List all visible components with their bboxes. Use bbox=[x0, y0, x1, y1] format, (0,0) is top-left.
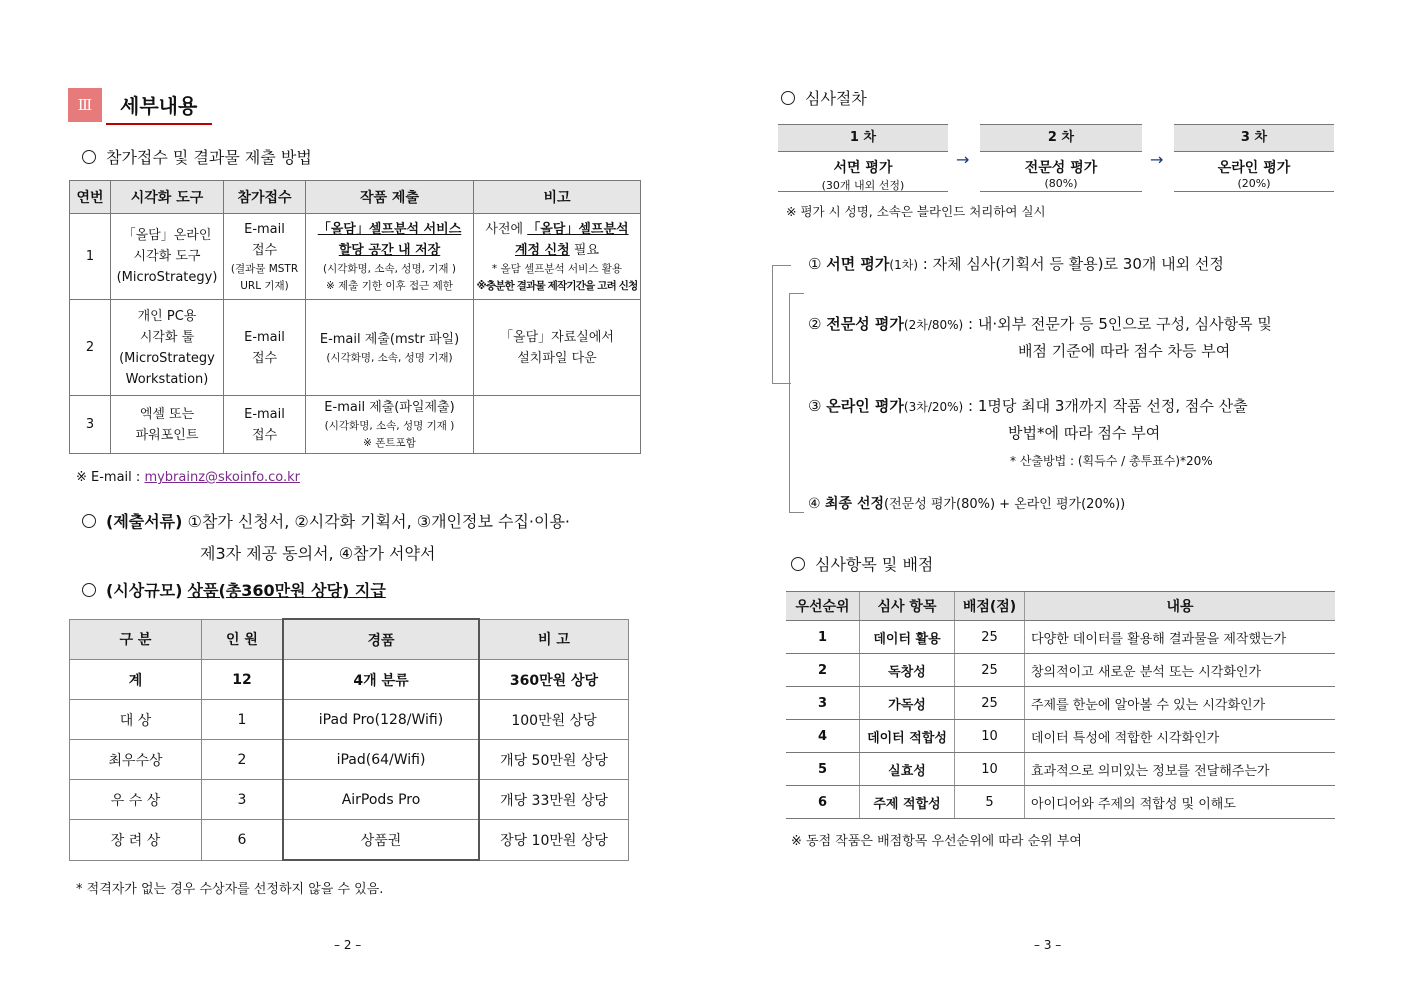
circle-bullet-icon bbox=[82, 150, 96, 164]
stage-box-3 bbox=[1174, 124, 1334, 192]
table-header: 경품 bbox=[283, 619, 479, 660]
reg-line: 접수 bbox=[251, 242, 278, 258]
table-header: 구 분 bbox=[70, 619, 202, 660]
table-row bbox=[786, 720, 1335, 753]
table-cell: 효과적으로 의미있는 정보를 전달해주는가 bbox=[1025, 753, 1336, 786]
table-row bbox=[70, 820, 629, 861]
table-cell: 4개 분류 bbox=[283, 660, 479, 700]
table-cell: 다양한 데이터를 활용해 결과물을 제작했는가 bbox=[1025, 621, 1336, 654]
table-header: 배점(점) bbox=[955, 592, 1025, 621]
bullet-text: 심사항목 및 배점 bbox=[815, 555, 934, 574]
tool-line: Workstation) bbox=[125, 371, 209, 387]
table-cell: 5 bbox=[786, 753, 860, 786]
arrow-right-icon: → bbox=[956, 150, 970, 169]
submission-cell bbox=[306, 214, 474, 300]
submission-line: 할당 공간 내 저장 bbox=[338, 242, 441, 258]
table-row bbox=[70, 780, 629, 820]
section-title: 세부내용 bbox=[120, 94, 198, 118]
table-cell: 3 bbox=[786, 687, 860, 720]
step-text: : 1명당 최대 3개까지 작품 선정, 점수 산출 bbox=[963, 397, 1248, 415]
table-cell: 개당 33만원 상당 bbox=[479, 780, 629, 820]
table-header-row bbox=[70, 619, 629, 660]
table-cell: 100만원 상당 bbox=[479, 700, 629, 740]
note-text: 사전에 bbox=[485, 221, 528, 237]
table-cell: 1 bbox=[202, 700, 284, 740]
step-number: ① bbox=[808, 255, 822, 273]
reg-line: E-mail bbox=[244, 329, 285, 345]
table-cell: 가독성 bbox=[860, 687, 955, 720]
bracket-line bbox=[789, 293, 804, 513]
table-cell: 1 bbox=[786, 621, 860, 654]
submission-line: E-mail 제출(파일제출) bbox=[324, 400, 455, 415]
table-cell: iPad(64/Wifi) bbox=[283, 740, 479, 780]
step-number: ④ bbox=[808, 496, 821, 512]
table-row bbox=[786, 687, 1335, 720]
stage-box-1 bbox=[778, 124, 948, 192]
table-cell: 25 bbox=[955, 687, 1025, 720]
stage-name: 온라인 평가 bbox=[1217, 160, 1291, 176]
page-number: – 3 – bbox=[1034, 938, 1062, 952]
bullet-review-process bbox=[781, 86, 867, 109]
table-cell: 5 bbox=[955, 786, 1025, 819]
submission-line: ※ 폰트포함 bbox=[363, 437, 416, 449]
bullet-review-items bbox=[791, 552, 933, 575]
tool-line: (MicroStrategy) bbox=[116, 270, 218, 285]
table-header: 비고 bbox=[474, 181, 641, 214]
submission-line: 「올담」셀프분석 서비스 bbox=[317, 221, 462, 237]
table-row bbox=[786, 786, 1335, 819]
table-cell: 장 려 상 bbox=[70, 820, 202, 861]
table-header: 연번 bbox=[70, 181, 111, 214]
bullet-submission-method bbox=[82, 145, 312, 168]
reg-line: 접수 bbox=[251, 350, 278, 366]
blind-note: ※ 평가 시 성명, 소속은 블라인드 처리하여 실시 bbox=[786, 204, 1046, 219]
stage-box-2 bbox=[980, 124, 1142, 192]
section-number-badge: Ⅲ bbox=[68, 88, 102, 122]
table-row bbox=[786, 621, 1335, 654]
table-cell: 6 bbox=[202, 820, 284, 861]
bullet-prizes bbox=[82, 578, 386, 601]
table-cell: 데이터 활용 bbox=[860, 621, 955, 654]
table-cell: 25 bbox=[955, 654, 1025, 687]
step-text: : 자체 심사(기획서 등 활용)로 30개 내외 선정 bbox=[918, 255, 1224, 273]
note-text: ※충분한 결과물 제작기간을 고려 신청 bbox=[476, 279, 638, 292]
prize-text: 상품(총360만원 상당) 지급 bbox=[187, 581, 386, 600]
table-cell: 대 상 bbox=[70, 700, 202, 740]
stage-name: 서면 평가 bbox=[833, 160, 893, 176]
circle-bullet-icon bbox=[82, 583, 96, 597]
circle-bullet-icon bbox=[791, 557, 805, 571]
table-header: 시각화 도구 bbox=[111, 181, 224, 214]
table-cell: 3 bbox=[202, 780, 284, 820]
bullet-documents bbox=[82, 506, 570, 570]
page-number: – 2 – bbox=[334, 938, 362, 952]
table-cell: 2 bbox=[202, 740, 284, 780]
table-header-row bbox=[70, 181, 641, 214]
submission-cell bbox=[306, 300, 474, 396]
documents-text: ①참가 신청서, ②시각화 기획서, ③개인정보 수집·이용· bbox=[182, 512, 571, 531]
stage-detail: (80%) bbox=[1044, 177, 1078, 190]
table-header: 우선순위 bbox=[786, 592, 860, 621]
step-sub: (2차/80%) bbox=[903, 318, 964, 332]
step-1 bbox=[808, 251, 1224, 278]
bullet-text: 참가접수 및 결과물 제출 방법 bbox=[106, 148, 312, 167]
prize-label: (시상규모) bbox=[106, 581, 183, 600]
step-3 bbox=[808, 393, 1248, 446]
prize-footnote: * 적격자가 없는 경우 수상자를 선정하지 않을 수 있음. bbox=[76, 882, 384, 897]
table-header: 인 원 bbox=[202, 619, 284, 660]
step-text: (전문성 평가(80%) + 온라인 평가(20%)) bbox=[884, 497, 1126, 512]
table-row bbox=[786, 654, 1335, 687]
table-cell: 우 수 상 bbox=[70, 780, 202, 820]
step-4 bbox=[808, 491, 1125, 518]
stage-name: 전문성 평가 bbox=[1024, 160, 1098, 176]
table-cell: 주제를 한눈에 알아볼 수 있는 시각화인가 bbox=[1025, 687, 1336, 720]
table-row bbox=[70, 660, 629, 700]
table-cell: 독창성 bbox=[860, 654, 955, 687]
section-underline bbox=[106, 123, 212, 125]
note-cell bbox=[474, 300, 641, 396]
table-row bbox=[70, 214, 641, 300]
step-text: 배점 기준에 따라 점수 차등 부여 bbox=[1018, 342, 1231, 360]
table-cell: 계 bbox=[70, 660, 202, 700]
circle-bullet-icon bbox=[781, 91, 795, 105]
table-cell: 최우수상 bbox=[70, 740, 202, 780]
stage-step: 3 차 bbox=[1174, 125, 1334, 152]
note-text: * 올담 셀프분석 서비스 활용 bbox=[491, 262, 623, 275]
documents-label: (제출서류) bbox=[106, 512, 183, 531]
table-header: 내용 bbox=[1025, 592, 1336, 621]
table-cell: 4 bbox=[786, 720, 860, 753]
tool-cell bbox=[111, 300, 224, 396]
note-text: 계정 신청 bbox=[514, 242, 570, 258]
tool-line: 시각화 툴 bbox=[139, 329, 195, 345]
tool-line: 시각화 도구 bbox=[133, 249, 201, 264]
note-text: 「올담」셀프분석 bbox=[527, 221, 629, 237]
submission-line: ※ 제출 기한 이후 접근 제한 bbox=[326, 279, 453, 292]
table-cell: 2 bbox=[786, 654, 860, 687]
table-header: 비 고 bbox=[479, 619, 629, 660]
step-text: : 내·외부 전문가 등 5인으로 구성, 심사항목 및 bbox=[963, 315, 1272, 333]
table-cell: iPad Pro(128/Wifi) bbox=[283, 700, 479, 740]
table-cell: 데이터 특성에 적합한 시각화인가 bbox=[1025, 720, 1336, 753]
step-2 bbox=[808, 311, 1272, 364]
table-header: 작품 제출 bbox=[306, 181, 474, 214]
table-header-row bbox=[786, 592, 1335, 621]
tool-cell bbox=[111, 396, 224, 454]
circle-bullet-icon bbox=[82, 514, 96, 528]
step-text: 방법*에 따라 점수 부여 bbox=[1008, 424, 1161, 442]
table-row bbox=[786, 753, 1335, 786]
review-criteria-table bbox=[786, 591, 1335, 819]
tool-line: (MicroStrategy bbox=[119, 350, 215, 366]
stage-step: 1 차 bbox=[778, 125, 948, 152]
tool-cell bbox=[111, 214, 224, 300]
reg-line: 접수 bbox=[251, 427, 278, 443]
table-cell: 25 bbox=[955, 621, 1025, 654]
table-row bbox=[70, 740, 629, 780]
submission-cell bbox=[306, 396, 474, 454]
tool-line: 개인 PC용 bbox=[137, 308, 197, 324]
step-title: 서면 평가 bbox=[826, 255, 890, 273]
email-link[interactable]: mybrainz@skoinfo.co.kr bbox=[144, 470, 300, 485]
stage-step: 2 차 bbox=[980, 125, 1142, 152]
table-cell: 360만원 상당 bbox=[479, 660, 629, 700]
score-formula: * 산출방법 : (획득수 / 총투표수)*20% bbox=[1010, 454, 1213, 468]
reg-line: E-mail bbox=[244, 406, 285, 422]
note-cell bbox=[474, 396, 641, 454]
row-number: 1 bbox=[70, 214, 111, 300]
table-cell: 12 bbox=[202, 660, 284, 700]
stage-detail: (30개 내외 선정) bbox=[821, 179, 905, 192]
step-sub: (3차/20%) bbox=[903, 400, 964, 414]
table-row bbox=[70, 300, 641, 396]
reg-line: E-mail bbox=[244, 221, 285, 237]
prize-table bbox=[69, 618, 629, 861]
table-cell: 실효성 bbox=[860, 753, 955, 786]
tool-line: 「올담」온라인 bbox=[122, 228, 212, 243]
step-title: 최종 선정 bbox=[825, 496, 884, 512]
step-title: 전문성 평가 bbox=[826, 315, 904, 333]
table-cell: 10 bbox=[955, 720, 1025, 753]
step-sub: (1차) bbox=[889, 258, 919, 272]
stage-detail: (20%) bbox=[1237, 177, 1271, 190]
table-cell: 개당 50만원 상당 bbox=[479, 740, 629, 780]
row-number: 3 bbox=[70, 396, 111, 454]
note-text: 설치파일 다운 bbox=[517, 350, 597, 366]
table-header: 참가접수 bbox=[224, 181, 306, 214]
step-number: ③ bbox=[808, 397, 822, 415]
submission-line: E-mail 제출(mstr 파일) bbox=[319, 331, 460, 347]
table-cell: 아이디어와 주제의 적합성 및 이해도 bbox=[1025, 786, 1336, 819]
note-text: 「올담」자료실에서 bbox=[500, 329, 614, 345]
table-cell: 주제 적합성 bbox=[860, 786, 955, 819]
reg-line: (결과물 MSTR bbox=[230, 262, 299, 275]
submission-table bbox=[69, 180, 641, 454]
tool-line: 파워포인트 bbox=[135, 427, 199, 443]
tool-line: 엑셀 또는 bbox=[139, 406, 195, 422]
email-label: ※ E-mail : bbox=[76, 470, 145, 485]
submission-line: (시각화명, 소속, 성명 기재 ) bbox=[324, 420, 455, 432]
table-cell: 장당 10만원 상당 bbox=[479, 820, 629, 861]
reg-line: URL 기재) bbox=[240, 279, 289, 292]
documents-text: 제3자 제공 동의서, ④참가 서약서 bbox=[200, 544, 436, 563]
note-cell bbox=[474, 214, 641, 300]
table-cell: AirPods Pro bbox=[283, 780, 479, 820]
table-row bbox=[70, 700, 629, 740]
step-title: 온라인 평가 bbox=[826, 397, 904, 415]
submission-line: (시각화명, 소속, 성명 기재) bbox=[326, 351, 453, 364]
table-cell: 10 bbox=[955, 753, 1025, 786]
submission-line: (시각화명, 소속, 성명, 기재 ) bbox=[323, 262, 456, 275]
registration-cell bbox=[224, 300, 306, 396]
step-number: ② bbox=[808, 315, 822, 333]
row-number: 2 bbox=[70, 300, 111, 396]
table-cell: 6 bbox=[786, 786, 860, 819]
arrow-right-icon: → bbox=[1150, 150, 1164, 169]
registration-cell bbox=[224, 214, 306, 300]
table-cell: 데이터 적합성 bbox=[860, 720, 955, 753]
tie-note: ※ 동점 작품은 배점항목 우선순위에 따라 순위 부여 bbox=[791, 834, 1082, 849]
table-cell: 창의적이고 새로운 분석 또는 시각화인가 bbox=[1025, 654, 1336, 687]
email-note bbox=[76, 470, 300, 485]
bullet-text: 심사절차 bbox=[805, 89, 867, 108]
table-cell: 상품권 bbox=[283, 820, 479, 861]
table-row bbox=[70, 396, 641, 454]
note-text: 필요 bbox=[569, 242, 599, 258]
table-header: 심사 항목 bbox=[860, 592, 955, 621]
registration-cell bbox=[224, 396, 306, 454]
